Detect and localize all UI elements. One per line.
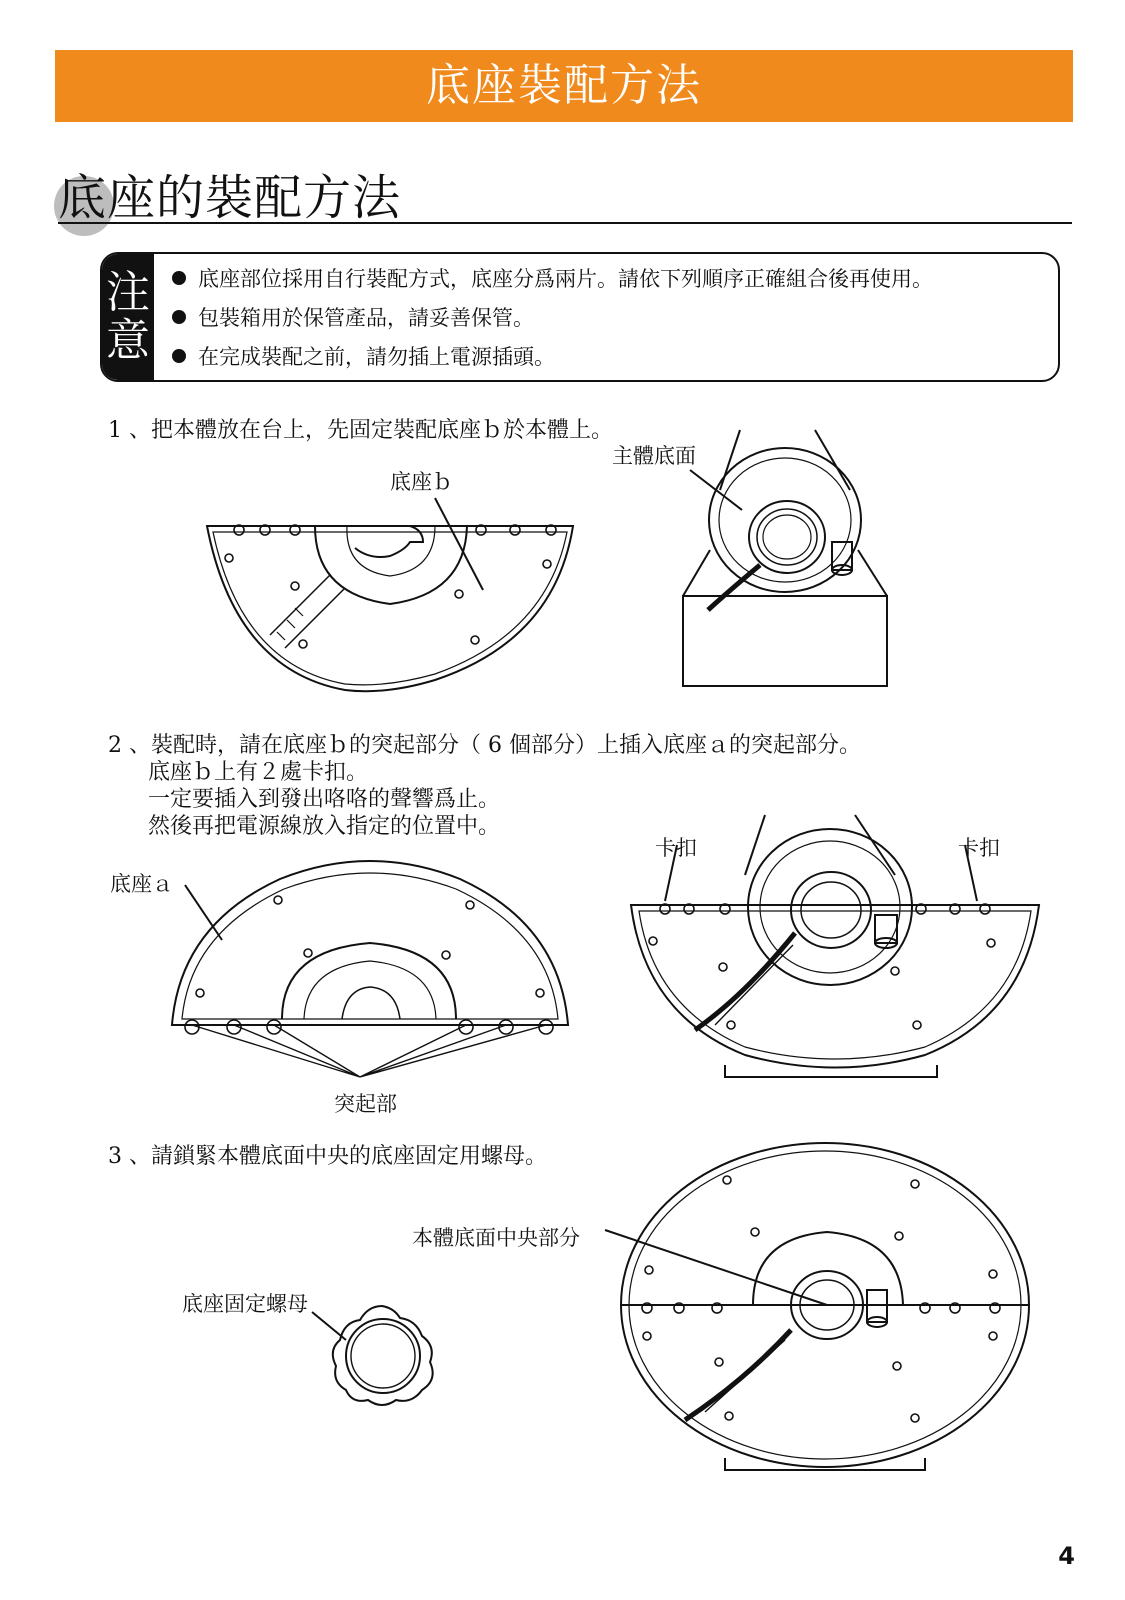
notice-list (172, 260, 933, 377)
base-nut-installed-illustration (605, 1140, 1045, 1480)
label-clip-left: 卡扣 (655, 836, 697, 860)
label-base-b: 底座ｂ (390, 470, 453, 494)
bullet-icon (172, 310, 186, 324)
notice-tab-char-1: 注 (106, 267, 150, 318)
bullet-icon (172, 349, 186, 363)
step-1-text: 1 、把本體放在台上，先固定裝配底座ｂ於本體上。 (108, 418, 613, 443)
notice-tab (102, 254, 154, 380)
notice-item: 在完成裝配之前，請勿插上電源插頭。 (172, 338, 933, 377)
step-2-line: 2 、裝配時，請在底座ｂ的突起部分（ 6 個部分）上插入底座ａ的突起部分。 (108, 733, 861, 758)
notice-tab-char-2: 意 (106, 315, 150, 366)
base-a-illustration (160, 855, 580, 1085)
step-2-line: 一定要插入到發出咯咯的聲響爲止。 (148, 787, 501, 812)
page-number: 4 (1058, 1542, 1075, 1570)
base-b-illustration (195, 490, 585, 700)
step-2-line: 底座ｂ上有２處卡扣。 (148, 760, 369, 785)
notice-box (100, 252, 1060, 382)
bullet-icon (172, 271, 186, 285)
label-base-a: 底座ａ (110, 872, 173, 896)
label-body-bottom: 主體底面 (612, 444, 696, 468)
step-3-text: 3 、請鎖緊本體底面中央的底座固定用螺母。 (108, 1144, 547, 1169)
title-divider (58, 222, 1072, 224)
notice-item: 底座部位採用自行裝配方式，底座分爲兩片。請依下列順序正確組合後再使用。 (172, 260, 933, 299)
body-on-box-illustration (680, 430, 890, 690)
label-protrusions: 突起部 (334, 1092, 397, 1116)
base-nut-illustration (312, 1300, 442, 1410)
base-a-b-assembled-illustration (625, 815, 1045, 1085)
label-clip-right: 卡扣 (958, 836, 1000, 860)
header-banner: 底座裝配方法 (55, 50, 1073, 122)
section-title: 底座的裝配方法 (58, 170, 402, 226)
label-base-nut: 底座固定螺母 (182, 1292, 308, 1316)
notice-item: 包裝箱用於保管產品，請妥善保管。 (172, 299, 933, 338)
label-body-bottom-center: 本體底面中央部分 (412, 1226, 580, 1250)
step-2-line: 然後再把電源線放入指定的位置中。 (148, 814, 501, 839)
